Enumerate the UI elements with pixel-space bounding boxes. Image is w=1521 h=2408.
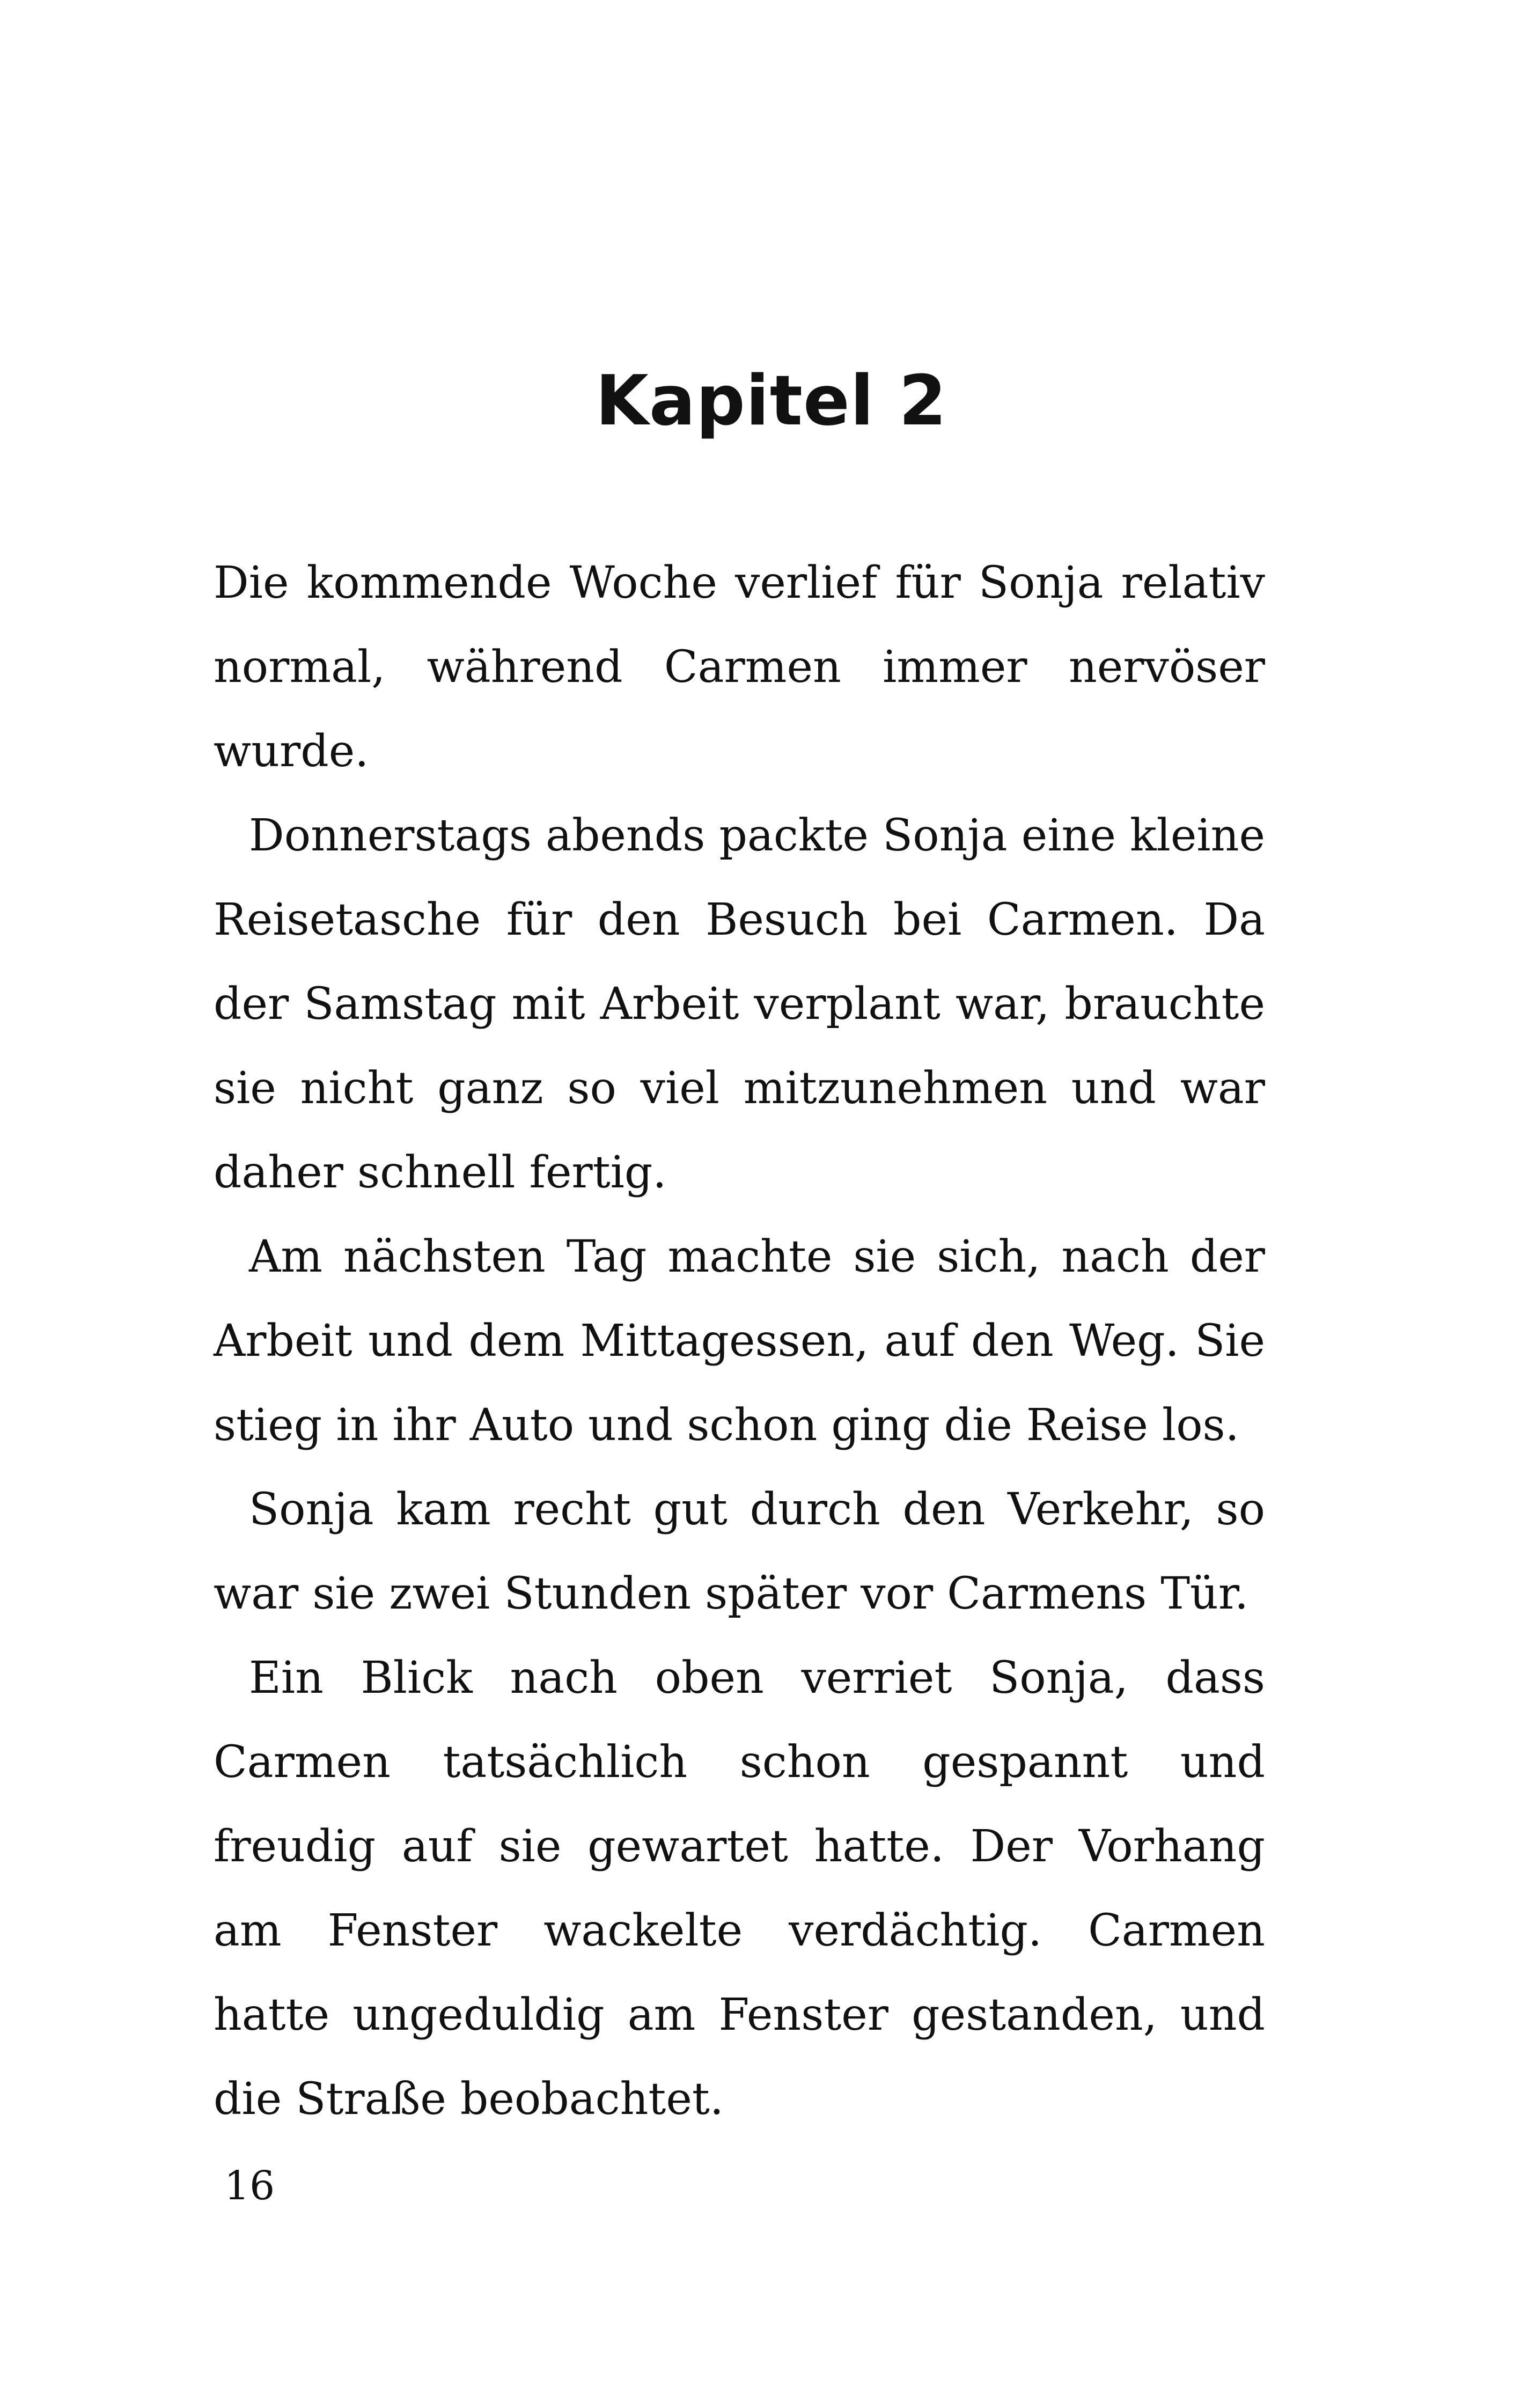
paragraph: Ein Blick nach oben verriet Sonja, dass Carmen tatsächlich schon gespannt und freudig auf sie gewartet hatte. Der Vorhang am Fenster wackelte verdächtig. Carmen hatte ungeduldig am Fenster gestanden, und die Straße beobachtet. xyxy=(214,1653,1265,2125)
page-number: 16 xyxy=(224,2163,275,2209)
paragraph: Sonja kam recht gut durch den Verkehr, so war sie zwei Stunden später vor Carmens Tür. xyxy=(214,1484,1265,1619)
paragraph: Am nächsten Tag machte sie sich, nach der Arbeit und dem Mittagessen, auf den Weg. Sie stieg in ihr Auto und schon ging die Reise los. xyxy=(214,1231,1265,1451)
paragraph: Donnerstags abends packte Sonja eine kleine Reisetasche für den Besuch bei Carmen. Da der Samstag mit Arbeit verplant war, brauchte sie nicht ganz so viel mitzunehmen und war daher schnell fertig. xyxy=(214,810,1265,1198)
chapter-body xyxy=(214,541,1265,2141)
chapter-title: Kapitel 2 xyxy=(595,361,947,441)
paragraph: Die kommende Woche verlief für Sonja relativ normal, während Carmen immer nervöser wurde. xyxy=(214,557,1265,777)
